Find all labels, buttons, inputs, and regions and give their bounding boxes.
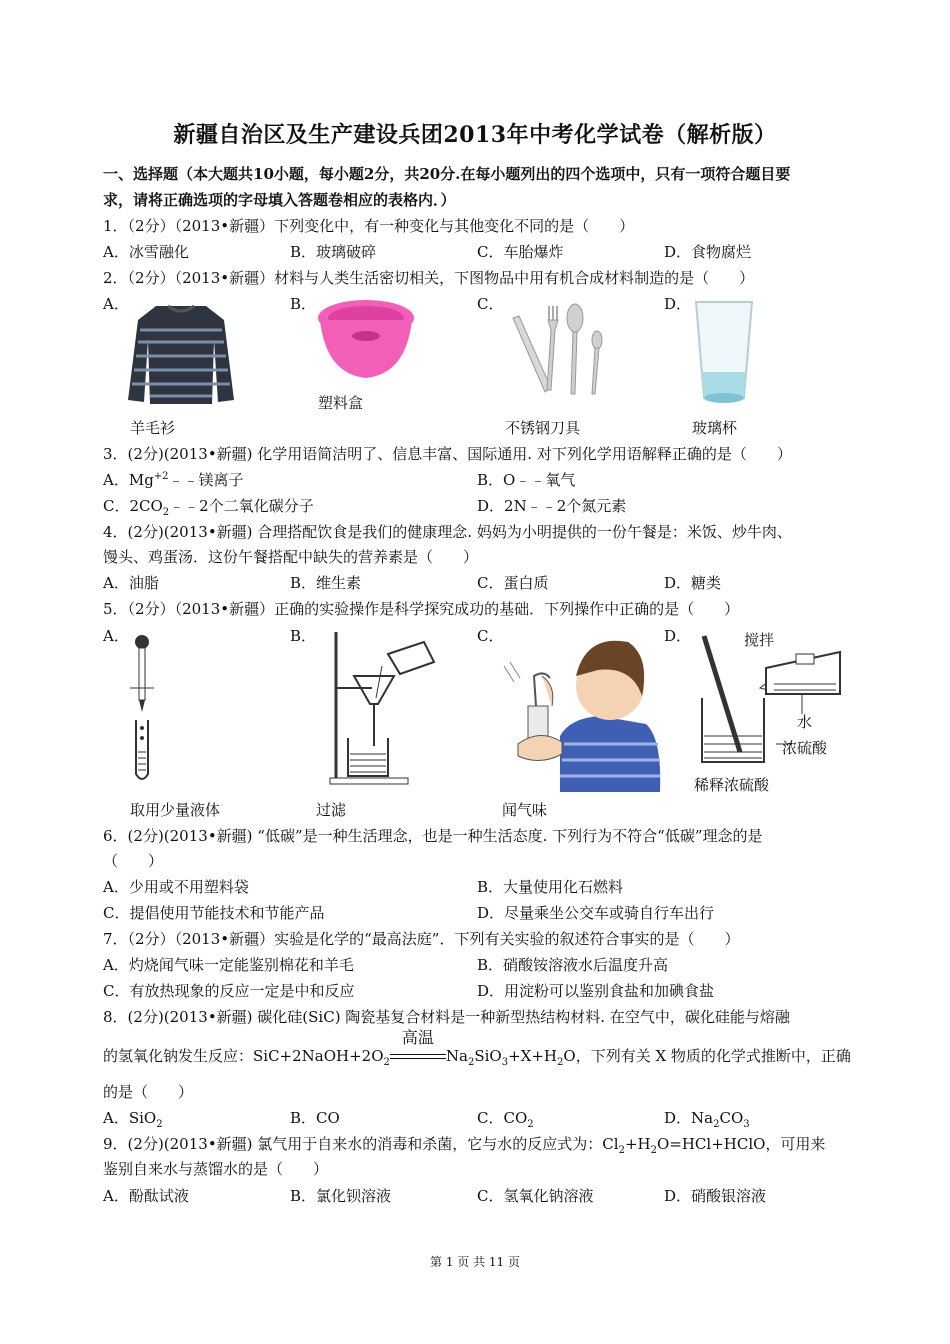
section-heading-line1: 一、选择题（本大题共10小题，每小题2分，共20分.在每小题列出的四个选项中，只有一项符合题目要 xyxy=(103,165,791,183)
q6-option-a: A．少用或不用塑料袋 xyxy=(103,878,249,896)
q6-stem-line1: 6．(2分)(2013•新疆) “低碳”是一种生活理念，也是一种生活态度. 下列行为不符合“低碳”理念的是 xyxy=(103,827,763,845)
page-title: 新疆自治区及生产建设兵团2013年中考化学试卷（解析版） xyxy=(173,122,777,148)
q7-option-d: D．用淀粉可以鉴别食盐和加碘食盐 xyxy=(477,982,715,1000)
q1-option-b: B．玻璃破碎 xyxy=(290,243,377,261)
q1-option-c: C．车胎爆炸 xyxy=(477,243,564,261)
q1-stem: 1．（2分）（2013•新疆）下列变化中，有一种变化与其他变化不同的是（ ） xyxy=(103,217,635,235)
q2-caption-d: 玻璃杯 xyxy=(692,419,738,437)
q2-option-c: C． xyxy=(477,295,504,313)
q5-option-c: C． xyxy=(477,627,504,645)
q2-option-a: A． xyxy=(103,295,129,313)
page-footer: 第 1 页 共 11 页 xyxy=(430,1255,520,1269)
q8-option-a: A．SiO$_2$ xyxy=(103,1109,163,1130)
q7-stem: 7．（2分）（2013•新疆）实验是化学的“最高法庭”．下列有关实验的叙述符合事实的是（ ） xyxy=(103,930,740,948)
smelling-gas-image xyxy=(500,626,662,792)
q8-option-d: D．$Na_2CO_3$ xyxy=(664,1109,750,1130)
q9-option-c: C．氢氧化钠溶液 xyxy=(477,1187,594,1205)
q7-option-c: C．有放热现象的反应一定是中和反应 xyxy=(103,982,355,1000)
q5-option-b: B． xyxy=(290,627,317,645)
q1-option-d: D．食物腐烂 xyxy=(664,243,752,261)
q3-stem: 3．(2分)(2013•新疆) 化学用语简洁明了、信息丰富、国际通用. 对下列化学用语解释正确的是（ ） xyxy=(103,445,792,463)
q5-caption-a: 取用少量液体 xyxy=(130,801,221,819)
filtration-setup-image xyxy=(310,628,440,788)
q4-stem-line1: 4．(2分)(2013•新疆) 合理搭配饮食是我们的健康理念. 妈妈为小明提供的一份午餐是：米饭、炒牛肉、 xyxy=(103,523,792,541)
q9-stem-line2: 鉴别自来水与蒸馏水的是（ ） xyxy=(103,1160,329,1178)
q2-stem: 2．（2分）（2013•新疆）材料与人类生活密切相关，下图物品中用有机合成材料制造的是（ ） xyxy=(103,269,755,287)
reaction-arrow-bottom xyxy=(390,1058,446,1059)
q4-option-b: B．维生素 xyxy=(290,574,362,592)
q6-option-b: B．大量使用化石燃料 xyxy=(477,878,624,896)
q2-caption-c: 不锈钢刀具 xyxy=(505,419,581,437)
q8-stem-line1: 8．(2分)(2013•新疆) 碳化硅(SiC) 陶瓷基复合材料是一种新型热结构材料. 在空气中，碳化硅能与熔融 xyxy=(103,1008,790,1026)
q4-option-a: A．油脂 xyxy=(103,574,159,592)
q9-option-b: B．氯化钡溶液 xyxy=(290,1187,392,1205)
q2-option-d: D． xyxy=(664,295,692,313)
q2-caption-b: 塑料盒 xyxy=(318,394,364,412)
q9-option-d: D．硝酸银溶液 xyxy=(664,1187,767,1205)
q5-caption-b: 过滤 xyxy=(316,801,347,819)
label-concentrated-acid: 浓硫酸 xyxy=(782,739,828,757)
q8-stem-line2: 的氢氧化钠发生反应：$SiC+2NaOH+2O_2$ 高温 $Na_2SiO_3+X+H_2O$，下列有关 X 物质的化学式推断中，正确 xyxy=(103,1028,851,1068)
reaction-arrow-top xyxy=(390,1054,446,1055)
q3-option-a: A．$Mg^{+2}﹣﹣$镁离子 xyxy=(103,471,244,489)
q5-option-a: A． xyxy=(103,627,129,645)
q5-caption-c: 闻气味 xyxy=(502,801,548,819)
sweater-image xyxy=(126,300,236,408)
q3-option-b: B．O﹣﹣氧气 xyxy=(477,471,576,489)
cutlery-image xyxy=(505,300,605,400)
q6-option-c: C．提倡使用节能技术和节能产品 xyxy=(103,904,325,922)
q3-option-d: D．2N﹣﹣2个氮元素 xyxy=(477,497,627,515)
q8-option-c: C．$CO_2$ xyxy=(477,1109,534,1130)
q5-stem: 5．（2分）（2013•新疆）正确的实验操作是科学探究成功的基础．下列操作中正确的是（ ） xyxy=(103,600,740,618)
q1-option-a: A．冰雪融化 xyxy=(103,243,189,261)
q3-option-c: C．$2CO_2﹣﹣2$个二氧化碳分子 xyxy=(103,497,314,518)
q6-stem-line2: （ ） xyxy=(103,852,164,870)
q7-option-a: A．灼烧闻气味一定能鉴别棉花和羊毛 xyxy=(103,956,354,974)
q4-option-d: D．糖类 xyxy=(664,574,722,592)
q4-stem-line2: 馒头、鸡蛋汤．这份午餐搭配中缺失的营养素是（ ） xyxy=(103,548,479,566)
section-heading-line2: 求，请将正确选项的字母填入答题卷相应的表格内．） xyxy=(103,191,456,209)
glass-cup-image xyxy=(692,298,756,408)
q7-option-b: B．硝酸铵溶液水后温度升高 xyxy=(477,956,669,974)
plastic-basin-image xyxy=(316,296,416,386)
q8-stem-line3: 的是（ ） xyxy=(103,1083,194,1101)
q4-option-c: C．蛋白质 xyxy=(477,574,549,592)
q9-stem-line1: 9．(2分)(2013•新疆) 氯气用于自来水的消毒和杀菌，它与水的反应式为：$Cl_2+H_2O=HCl+HClO$，可用来 xyxy=(103,1135,826,1156)
q5-option-d: D． xyxy=(664,627,692,645)
label-water: 水 xyxy=(797,713,813,731)
q5-caption-d: 稀释浓硫酸 xyxy=(694,776,770,794)
reaction-condition: 高温 xyxy=(401,1028,434,1047)
q2-caption-a: 羊毛衫 xyxy=(130,419,176,437)
q8-option-b: B．CO xyxy=(290,1109,340,1127)
label-stir: 搅拌 xyxy=(744,631,775,649)
dropper-test-tube-image xyxy=(124,628,160,788)
q2-option-b: B． xyxy=(290,295,317,313)
q6-option-d: D．尽量乘坐公交车或骑自行车出行 xyxy=(477,904,715,922)
q9-option-a: A．酚酞试液 xyxy=(103,1187,189,1205)
